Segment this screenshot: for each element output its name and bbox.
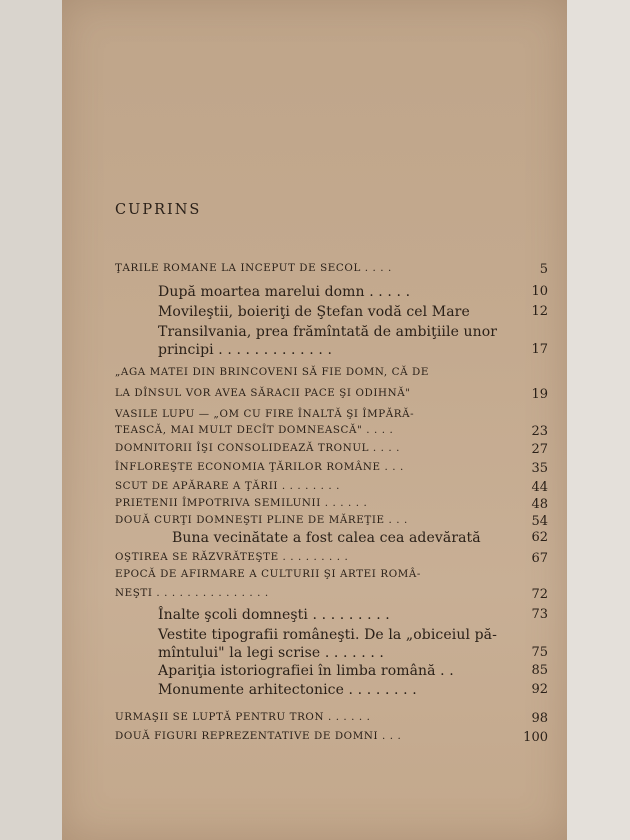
toc-entry-title: URMAŞII SE LUPTĂ PENTRU TRON . . . . . . — [115, 711, 371, 723]
toc-entry-page: 54 — [531, 514, 548, 529]
toc-entry-page: 23 — [531, 424, 548, 439]
toc-entry-title: principi . . . . . . . . . . . . . — [158, 342, 333, 358]
toc-entry-page: 19 — [531, 387, 548, 402]
toc-entry — [0, 342, 630, 362]
toc-entry-page: 62 — [531, 530, 548, 545]
toc-entry — [0, 324, 630, 344]
toc-entry-page: 92 — [531, 682, 548, 697]
toc-entry — [0, 627, 630, 647]
toc-entry-title: VASILE LUPU — „OM CU FIRE ÎNALTĂ ŞI ÎMPĂRĂ- — [115, 408, 415, 420]
toc-entry-page: 85 — [531, 663, 548, 678]
toc-entry-title: Movileştii, boieriţi de Ştefan vodă cel Mare — [158, 304, 470, 320]
toc-entry — [0, 711, 630, 731]
toc-entry-page: 67 — [531, 551, 548, 566]
contents-heading: CUPRINS — [115, 202, 202, 218]
toc-entry — [0, 530, 630, 550]
toc-entry — [0, 366, 630, 386]
toc-entry-page: 98 — [531, 711, 548, 726]
toc-entry-title: OŞTIREA SE RĂZVRĂTEŞTE . . . . . . . . . — [115, 551, 349, 563]
toc-entry-title: După moartea marelui domn . . . . . — [158, 284, 411, 300]
toc-entry-title: ÎNFLOREŞTE ECONOMIA ŢĂRILOR ROMÂNE . . . — [115, 461, 404, 473]
toc-entry — [0, 587, 630, 607]
toc-entry-page: 73 — [531, 607, 548, 622]
toc-entry — [0, 730, 630, 750]
toc-entry-title: Apariţia istoriografiei în limba română . . — [158, 663, 454, 679]
toc-entry — [0, 387, 630, 407]
toc-entry-page: 5 — [539, 262, 548, 277]
toc-entry — [0, 304, 630, 324]
toc-entry-title: PRIETENII ÎMPOTRIVA SEMILUNII . . . . . . — [115, 497, 368, 509]
toc-entry-title: mîntului" la legi scrise . . . . . . . — [158, 645, 384, 661]
toc-entry — [0, 461, 630, 481]
toc-entry-title: „AGA MATEI DIN BRINCOVENI SĂ FIE DOMN, CĂ DE — [115, 366, 429, 378]
toc-entry-title: Buna vecinătate a fost calea cea adevărată — [172, 530, 481, 546]
toc-entry-title: Transilvania, prea frămîntată de ambiţiile unor — [158, 324, 498, 340]
toc-entry-title: Vestite tipografii româneşti. De la „obiceiul pă- — [158, 627, 497, 643]
toc-entry-title: DOMNITORII ÎŞI CONSOLIDEAZĂ TRONUL . . . . — [115, 442, 401, 454]
toc-entry-page: 100 — [523, 730, 548, 745]
toc-entry-page: 17 — [531, 342, 548, 357]
toc-entry-page: 48 — [531, 497, 548, 512]
toc-entry-page: 10 — [531, 284, 548, 299]
toc-entry-title: DOUĂ CURŢI DOMNEŞTI PLINE DE MĂREŢIE . . . — [115, 514, 408, 526]
toc-entry-title: LA DÎNSUL VOR AVEA SĂRACII PACE ŞI ODIHNĂ" — [115, 387, 411, 399]
toc-entry-title: DOUĂ FIGURI REPREZENTATIVE DE DOMNI . . . — [115, 730, 402, 742]
toc-entry-title: SCUT DE APĂRARE A ŢĂRII . . . . . . . . — [115, 480, 340, 492]
toc-entry-title: ŢARILE ROMANE LA INCEPUT DE SECOL . . . . — [115, 262, 392, 274]
toc-entry-title: TEASCĂ, MAI MULT DECÎT DOMNEASCĂ" . . . . — [115, 424, 394, 436]
toc-entry-title: Înalte şcoli domneşti . . . . . . . . . — [158, 607, 390, 623]
toc-entry — [0, 682, 630, 702]
toc-entry — [0, 568, 630, 588]
toc-entry — [0, 442, 630, 462]
toc-entry — [0, 663, 630, 683]
toc-entry-page: 72 — [531, 587, 548, 602]
toc-entry-page: 12 — [531, 304, 548, 319]
toc-entry-title: NEŞTI . . . . . . . . . . . . . . . — [115, 587, 269, 599]
toc-entry — [0, 262, 630, 282]
toc-entry-page: 44 — [531, 480, 548, 495]
toc-entry-page: 75 — [531, 645, 548, 660]
toc-entry-title: Monumente arhitectonice . . . . . . . . — [158, 682, 417, 698]
toc-entry — [0, 645, 630, 665]
toc-entry-page: 27 — [531, 442, 548, 457]
toc-entry-title: EPOCĂ DE AFIRMARE A CULTURII ŞI ARTEI ROMÂ- — [115, 568, 421, 580]
toc-entry — [0, 284, 630, 304]
toc-entry — [0, 607, 630, 627]
toc-entry-page: 35 — [531, 461, 548, 476]
toc-entry — [0, 424, 630, 444]
